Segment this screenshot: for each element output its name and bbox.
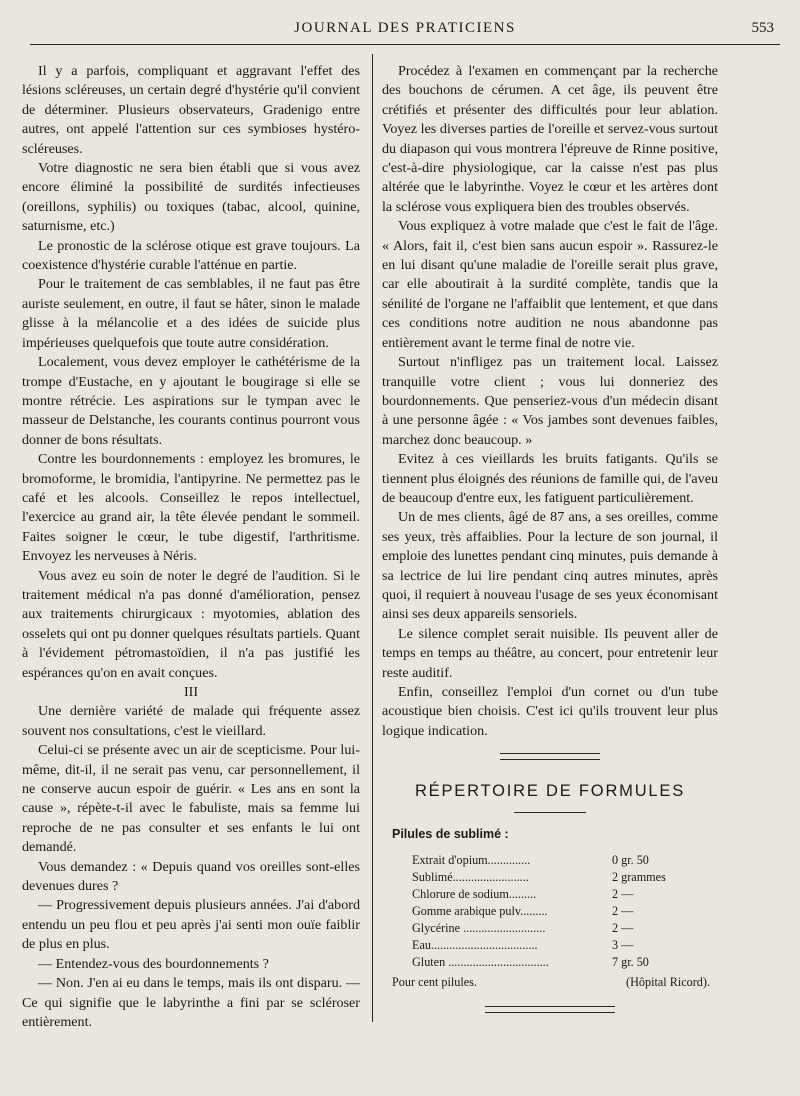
paragraph: Surtout n'infligez pas un traitement local. Laissez tranquille votre client ; vous lui donneriez des bourdonnements. Que penseriez-vous d'un médecin disant à une personne âgée : « Vos jambes sont devenues faibles, marchez donc beaucoup. » bbox=[382, 354, 718, 448]
journal-title: JOURNAL DES PRATICIENS bbox=[294, 20, 516, 36]
quantity: 0 gr. 50 bbox=[612, 853, 649, 868]
double-rule bbox=[485, 1006, 615, 1013]
quantity: 2 — bbox=[612, 921, 634, 936]
paragraph: Votre diagnostic ne sera bien établi que si vous avez encore éliminé la possibilité de surdités infectieuses (oreillons, syphilis) ou toxiques (tabac, alcool, quinine, saturnisme, etc.) bbox=[22, 160, 360, 235]
page-header bbox=[30, 14, 780, 44]
paragraph: Il y a parfois, compliquant et aggravant l'effet des lésions scléreuses, un certain degré d'hystérie qu'il convient de déterminer. Plusieurs observateurs, Gradenigo entre autres, ont appelé l'attention sur ces symbioses hystéro-scléreuses. bbox=[22, 63, 360, 157]
paragraph: — Non. J'en ai eu dans le temps, mais ils ont disparu. — Ce qui signifie que le labyrinthe a fini par se scléroser entièrement. bbox=[22, 975, 360, 1030]
quantity: 2 — bbox=[612, 887, 634, 902]
formula-note: Pour cent pilules. bbox=[392, 975, 477, 990]
ingredient: Eau................................... bbox=[412, 938, 538, 953]
quantity: 3 — bbox=[612, 938, 634, 953]
ingredient: Gluten ................................. bbox=[412, 955, 549, 970]
right-column bbox=[382, 62, 718, 1013]
formula-heading: Pilules de sublimé : bbox=[392, 826, 509, 841]
paragraph: Localement, vous devez employer le cathétérisme de la trompe d'Eustache, en y ajoutant le bougirage si elle se montre rétrécie. Les aspirations sur le tympan avec le masseur de Delstanche, les courants continus pourront vous donner de bons résultats. bbox=[22, 354, 360, 448]
paragraph: Evitez à ces vieillards les bruits fatigants. Qu'ils se tiennent plus éloignés des réunions de famille qui, de l'aveu de beaucoup d'entre eux, les fatiguent particulièrement. bbox=[382, 451, 719, 506]
formula-row bbox=[412, 852, 712, 869]
paragraph: Une dernière variété de malade qui fréquente assez souvent nos consultations, c'est le vieillard. bbox=[22, 703, 360, 739]
paragraph: Procédez à l'examen en commençant par la recherche des bouchons de cérumen. A cet âge, ils peuvent être crétifiés et présenter des difficultés pour leur ablation. Voyez les diverses parties de l'oreille et servez-vous surtout du diapason qui vous montrera l'épreuve de Rinne positive, c'est-à-dire physiologique, car la caisse n'est pas plus altérée que le labyrinthe. Voyez le cœur et les artères dont la sclérose vous expliquera bien des troubles observés. bbox=[382, 63, 718, 215]
quantity: 7 gr. 50 bbox=[612, 955, 649, 970]
ingredient: Gomme arabique pulv......... bbox=[412, 904, 548, 919]
quantity: 2 grammes bbox=[612, 870, 666, 885]
paragraph: Pour le traitement de cas semblables, il ne faut pas être auriste seulement, en outre, il faut se hâter, sinon le malade glisse à la mélancolie et a des idées de suicide plus impérieuses quelquefois que toute autre considération. bbox=[22, 276, 360, 351]
header-rule bbox=[30, 44, 780, 45]
ingredient: Chlorure de sodium......... bbox=[412, 887, 537, 902]
formula-row bbox=[412, 869, 712, 886]
paragraph: Vous demandez : « Depuis quand vos oreilles sont-elles devenues dures ? bbox=[22, 858, 360, 895]
formula-row bbox=[412, 954, 712, 971]
paragraph: Le silence complet serait nuisible. Ils peuvent aller de temps en temps au théâtre, au concert, pour entretenir leur reste auditif. bbox=[382, 625, 718, 681]
left-column bbox=[22, 62, 360, 1032]
paragraph: Vous avez eu soin de noter le degré de l'audition. Si le traitement médical n'a pas donné d'amélioration, pensez aux traitements chirurgicaux : myotomies, ablation des osselets qui ont pu donner quelques résultats partiels. Quant à l'évidement pétromastoïdien, il n'a pas justifié les espérances qu'on en avait conçues. bbox=[22, 567, 360, 681]
paragraph: — Progressivement depuis plusieurs années. J'ai d'abord entendu un peu flou et peu après j'ai senti mon ouïe faiblir de plus en plus. bbox=[22, 897, 360, 953]
paragraph: Celui-ci se présente avec un air de scepticisme. Pour lui-même, dit-il, il ne serait pas venu, car personnellement, il ne conserve aucun espoir de guérir. « Les ans en sont la cause », répète-t-il avec le fabuliste, mais sa femme lui reproche de ne pas consulter et ses enfants le lui ont demandé. bbox=[22, 742, 360, 856]
formula-source: (Hôpital Ricord). bbox=[626, 975, 710, 990]
ingredient: Glycérine ........................... bbox=[412, 921, 546, 936]
section-number: III bbox=[183, 684, 199, 700]
formula-row bbox=[412, 903, 712, 920]
paragraph: Vous expliquez à votre malade que c'est le fait de l'âge. « Alors, fait il, c'est bien sans aucun espoir ». Rassurez-le en lui disant qu'une maladie de l'oreille serait plus grave, car elle aboutirait à la surdité complète, tandis que la sénilité de l'organe ne l'affaiblit que lentement, et que dans ces conditions notre audition ne nous abandonne pas entièrement avant le terme final de notre vie. bbox=[382, 218, 718, 351]
quantity: 2 — bbox=[612, 904, 634, 919]
formula-row bbox=[412, 886, 712, 903]
title-underline bbox=[514, 812, 586, 813]
page-number: 553 bbox=[751, 20, 774, 36]
paragraph: — Entendez-vous des bourdonnements ? bbox=[38, 955, 269, 972]
paragraph: Enfin, conseillez l'emploi d'un cornet ou d'un tube acoustique bien choisis. C'est ici qu'ils trouvent leur plus logique indication. bbox=[382, 684, 718, 739]
double-rule bbox=[500, 753, 600, 760]
ingredient: Extrait d'opium.............. bbox=[412, 853, 531, 868]
repertoire-title: RÉPERTOIRE DE FORMULES bbox=[414, 782, 686, 801]
column-divider bbox=[372, 54, 373, 1022]
paragraph: Un de mes clients, âgé de 87 ans, a ses oreilles, comme ses yeux, très affaiblies. Pour la lecture de son journal, il emploie des lunettes pendant cinq minutes, puis demande à sa lectrice de lui lire pendant cinq autres minutes, après quoi, il requiert à nouveau l'usage de ses yeux économisant ainsi ses deux appareils sensoriels. bbox=[382, 509, 718, 623]
ingredient: Sublimé......................... bbox=[412, 870, 529, 885]
formula-row bbox=[412, 937, 712, 954]
formula-footnote bbox=[392, 973, 710, 992]
formula-row bbox=[412, 920, 712, 937]
paragraph: Le pronostic de la sclérose otique est grave toujours. La coexistence d'hystérie curable l'atténue en partie. bbox=[22, 237, 360, 274]
paragraph: Contre les bourdonnements : employez les bromures, le bromoforme, le bromidia, l'antipyrine. Ne permettez pas le café et les alcools. Conseillez le repos intellectuel, l'exercice au grand air, la tête élevée pendant le sommeil. Faites soigner le cœur, le tube digestif, l'arthritisme. Envoyez les nerveuses à Néris. bbox=[22, 451, 360, 565]
